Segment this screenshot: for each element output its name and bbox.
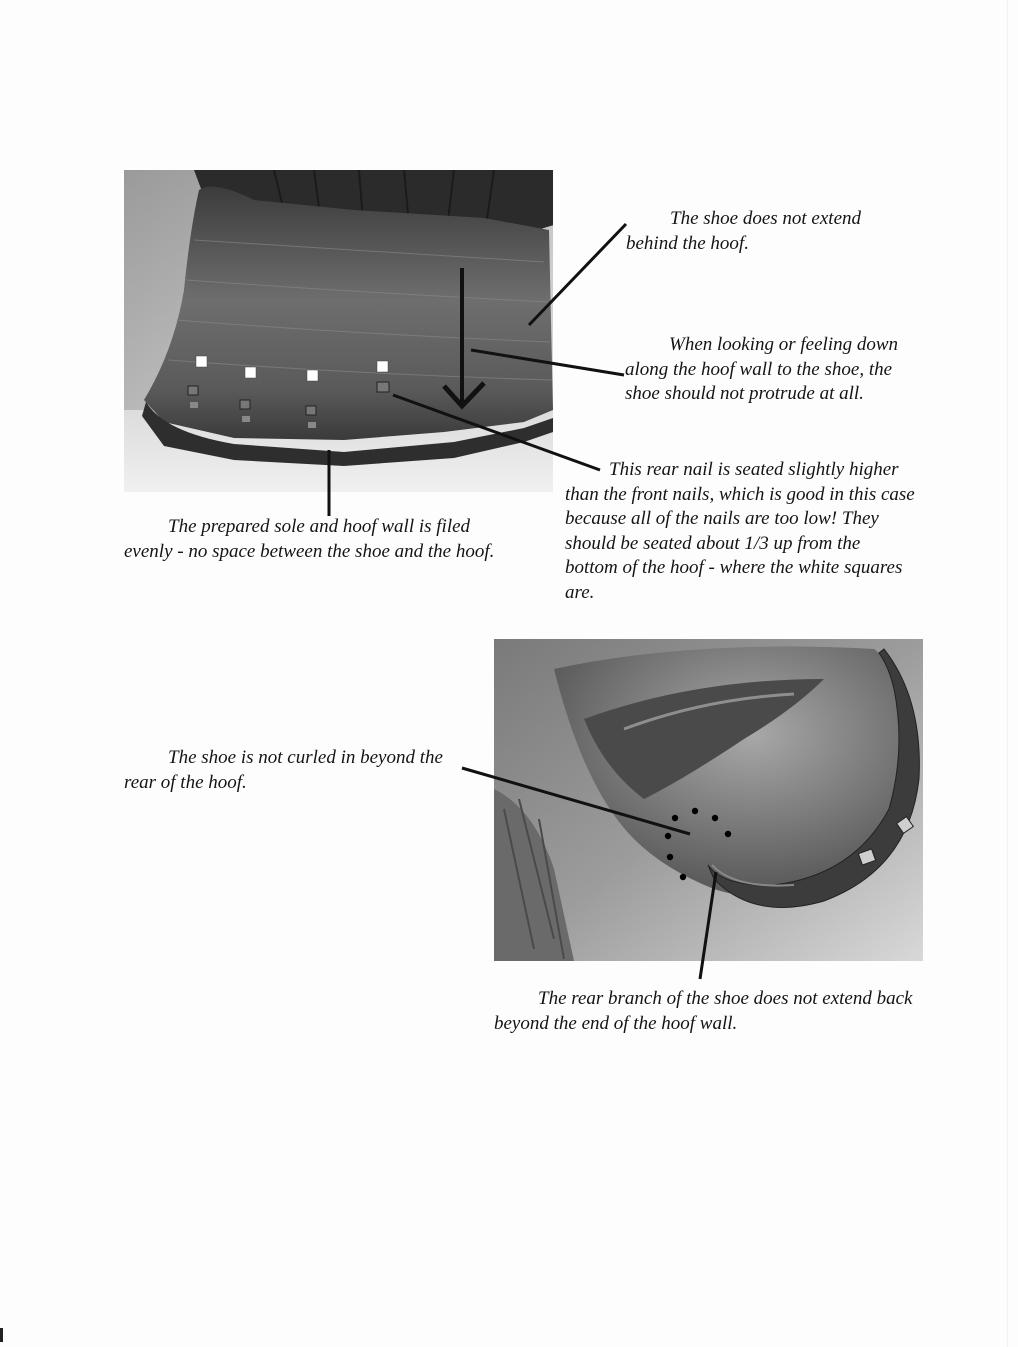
caption-prepared-sole: The prepared sole and hoof wall is filed evenly - no space between the shoe and the hoof. [124,516,495,562]
scan-edge-mark [0,1328,3,1342]
caption-not-curled: The shoe is not curled in beyond the rear of the hoof. [124,747,443,793]
hoof-rear-dots [665,808,731,880]
pointer-line-rear-branch [700,872,716,979]
caption-shoe-not-extend: The shoe does not extend behind the hoof. [626,208,862,254]
caption-rear-nail: This rear nail is seated slightly higher than the front nails, which is good in this case because all of the nails are too low! They should be seated about 1/3 up from the bottom of the hoof - where the white squares are. [565,459,915,603]
caption-rear-branch: The rear branch of the shoe does not extend back beyond the end of the hoof wall. [494,988,913,1034]
pointer-line-shoe-extend [529,224,626,325]
caption-looking-down: When looking or feeling down along the hoof wall to the shoe, the shoe should not protrude at all. [625,334,899,404]
pointer-line-looking-down [471,350,624,375]
pointer-line-not-curled [462,768,690,834]
